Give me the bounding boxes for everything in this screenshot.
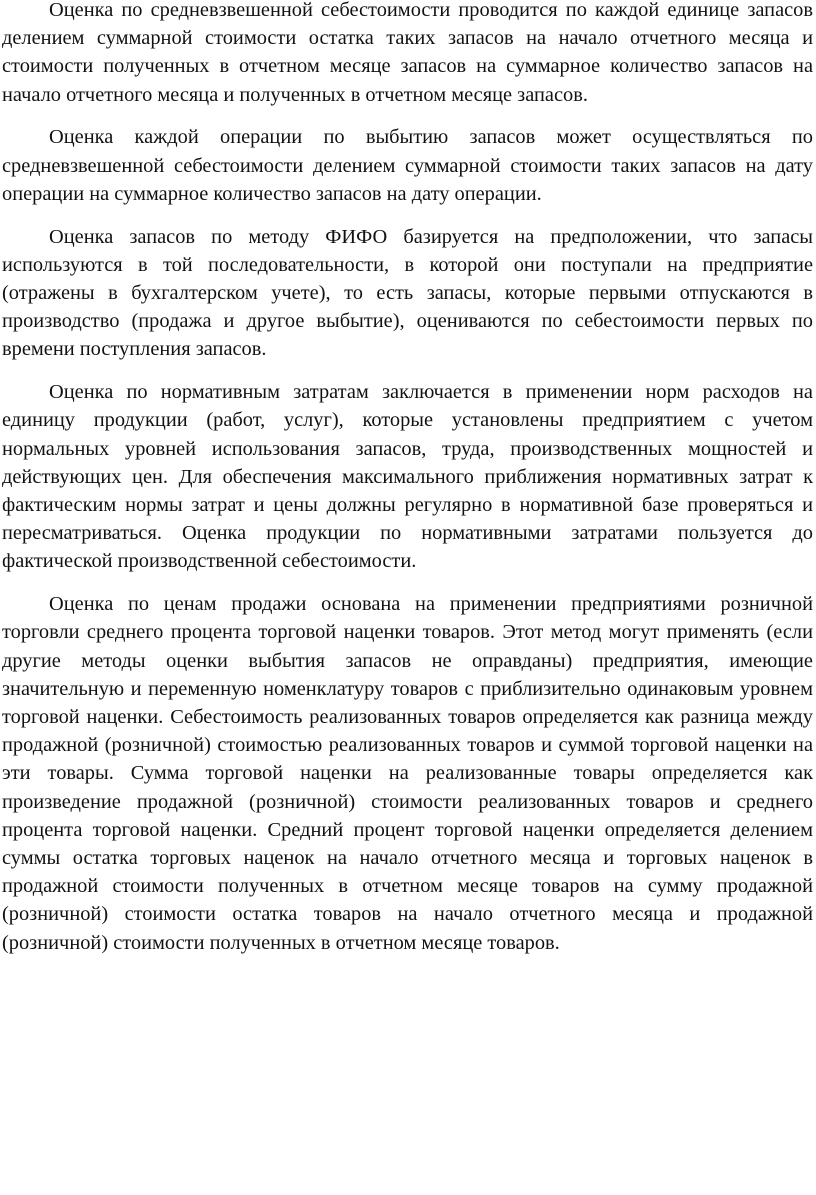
- paragraph-standard-costs: Оценка по нормативным затратам заключается в применении норм расходов на единицу продукции (работ, услуг), которые установлены предприятием с учетом нормальных уровней использования запасов, труда, производственных мощностей и действующих цен. Для обеспечения максимального приближения нормативных затрат к фактическим нормы затрат и цены должны регулярно в нормативной базе проверяться и пересматриваться. Оценка продукции по нормативными затратами пользуется до фактической производственной себестоимости.: [2, 381, 813, 573]
- paragraph-disposal-operation: Оценка каждой операции по выбытию запасов может осуществляться по средневзвешенной себестоимости делением суммарной стоимости таких запасов на дату операции на суммарное количество запасов на дату операции.: [2, 126, 813, 205]
- paragraph-fifo-method: Оценка запасов по методу ФИФО базируется на предположении, что запасы используются в той последовательности, в которой они поступали на предприятие (отражены в бухгалтерском учете), то есть запасы, которые первыми отпускаются в производство (продажа и другое выбытие), оцениваются по себестоимости первых по времени поступления запасов.: [2, 225, 813, 361]
- paragraph-sale-prices: Оценка по ценам продажи основана на применении предприятиями розничной торговли среднего процента торговой наценки товаров. Этот метод могут применять (если другие методы оценки выбытия запасов не оправданы) предприятия, имеющие значительную и переменную номенклатуру товаров с приблизительно одинаковым уровнем торговой наценки. Себестоимость реализованных товаров определяется как разница между продажной (розничной) стоимостью реализованных товаров и суммой торговой наценки на эти товары. Сумма торговой наценки на реализованные товары определяется как произведение продажной (розничной) стоимости реализованных товаров и среднего процента торговой наценки. Средний процент торговой наценки определяется делением суммы остатка торговых наценок на начало отчетного месяца и торговых наценок в продажной стоимости полученных в отчетном месяце товаров на сумму продажной (розничной) стоимости остатка товаров на начало отчетного месяца и продажной (розничной) стоимости полученных в отчетном месяце товаров.: [2, 593, 813, 954]
- paragraph-weighted-average-cost: Оценка по средневзвешенной себестоимости проводится по каждой единице запасов делением суммарной стоимости остатка таких запасов на начало отчетного месяца и стоимости полученных в отчетном месяце запасов на суммарное количество запасов на начало отчетного месяца и полученных в отчетном месяце запасов.: [2, 0, 813, 106]
